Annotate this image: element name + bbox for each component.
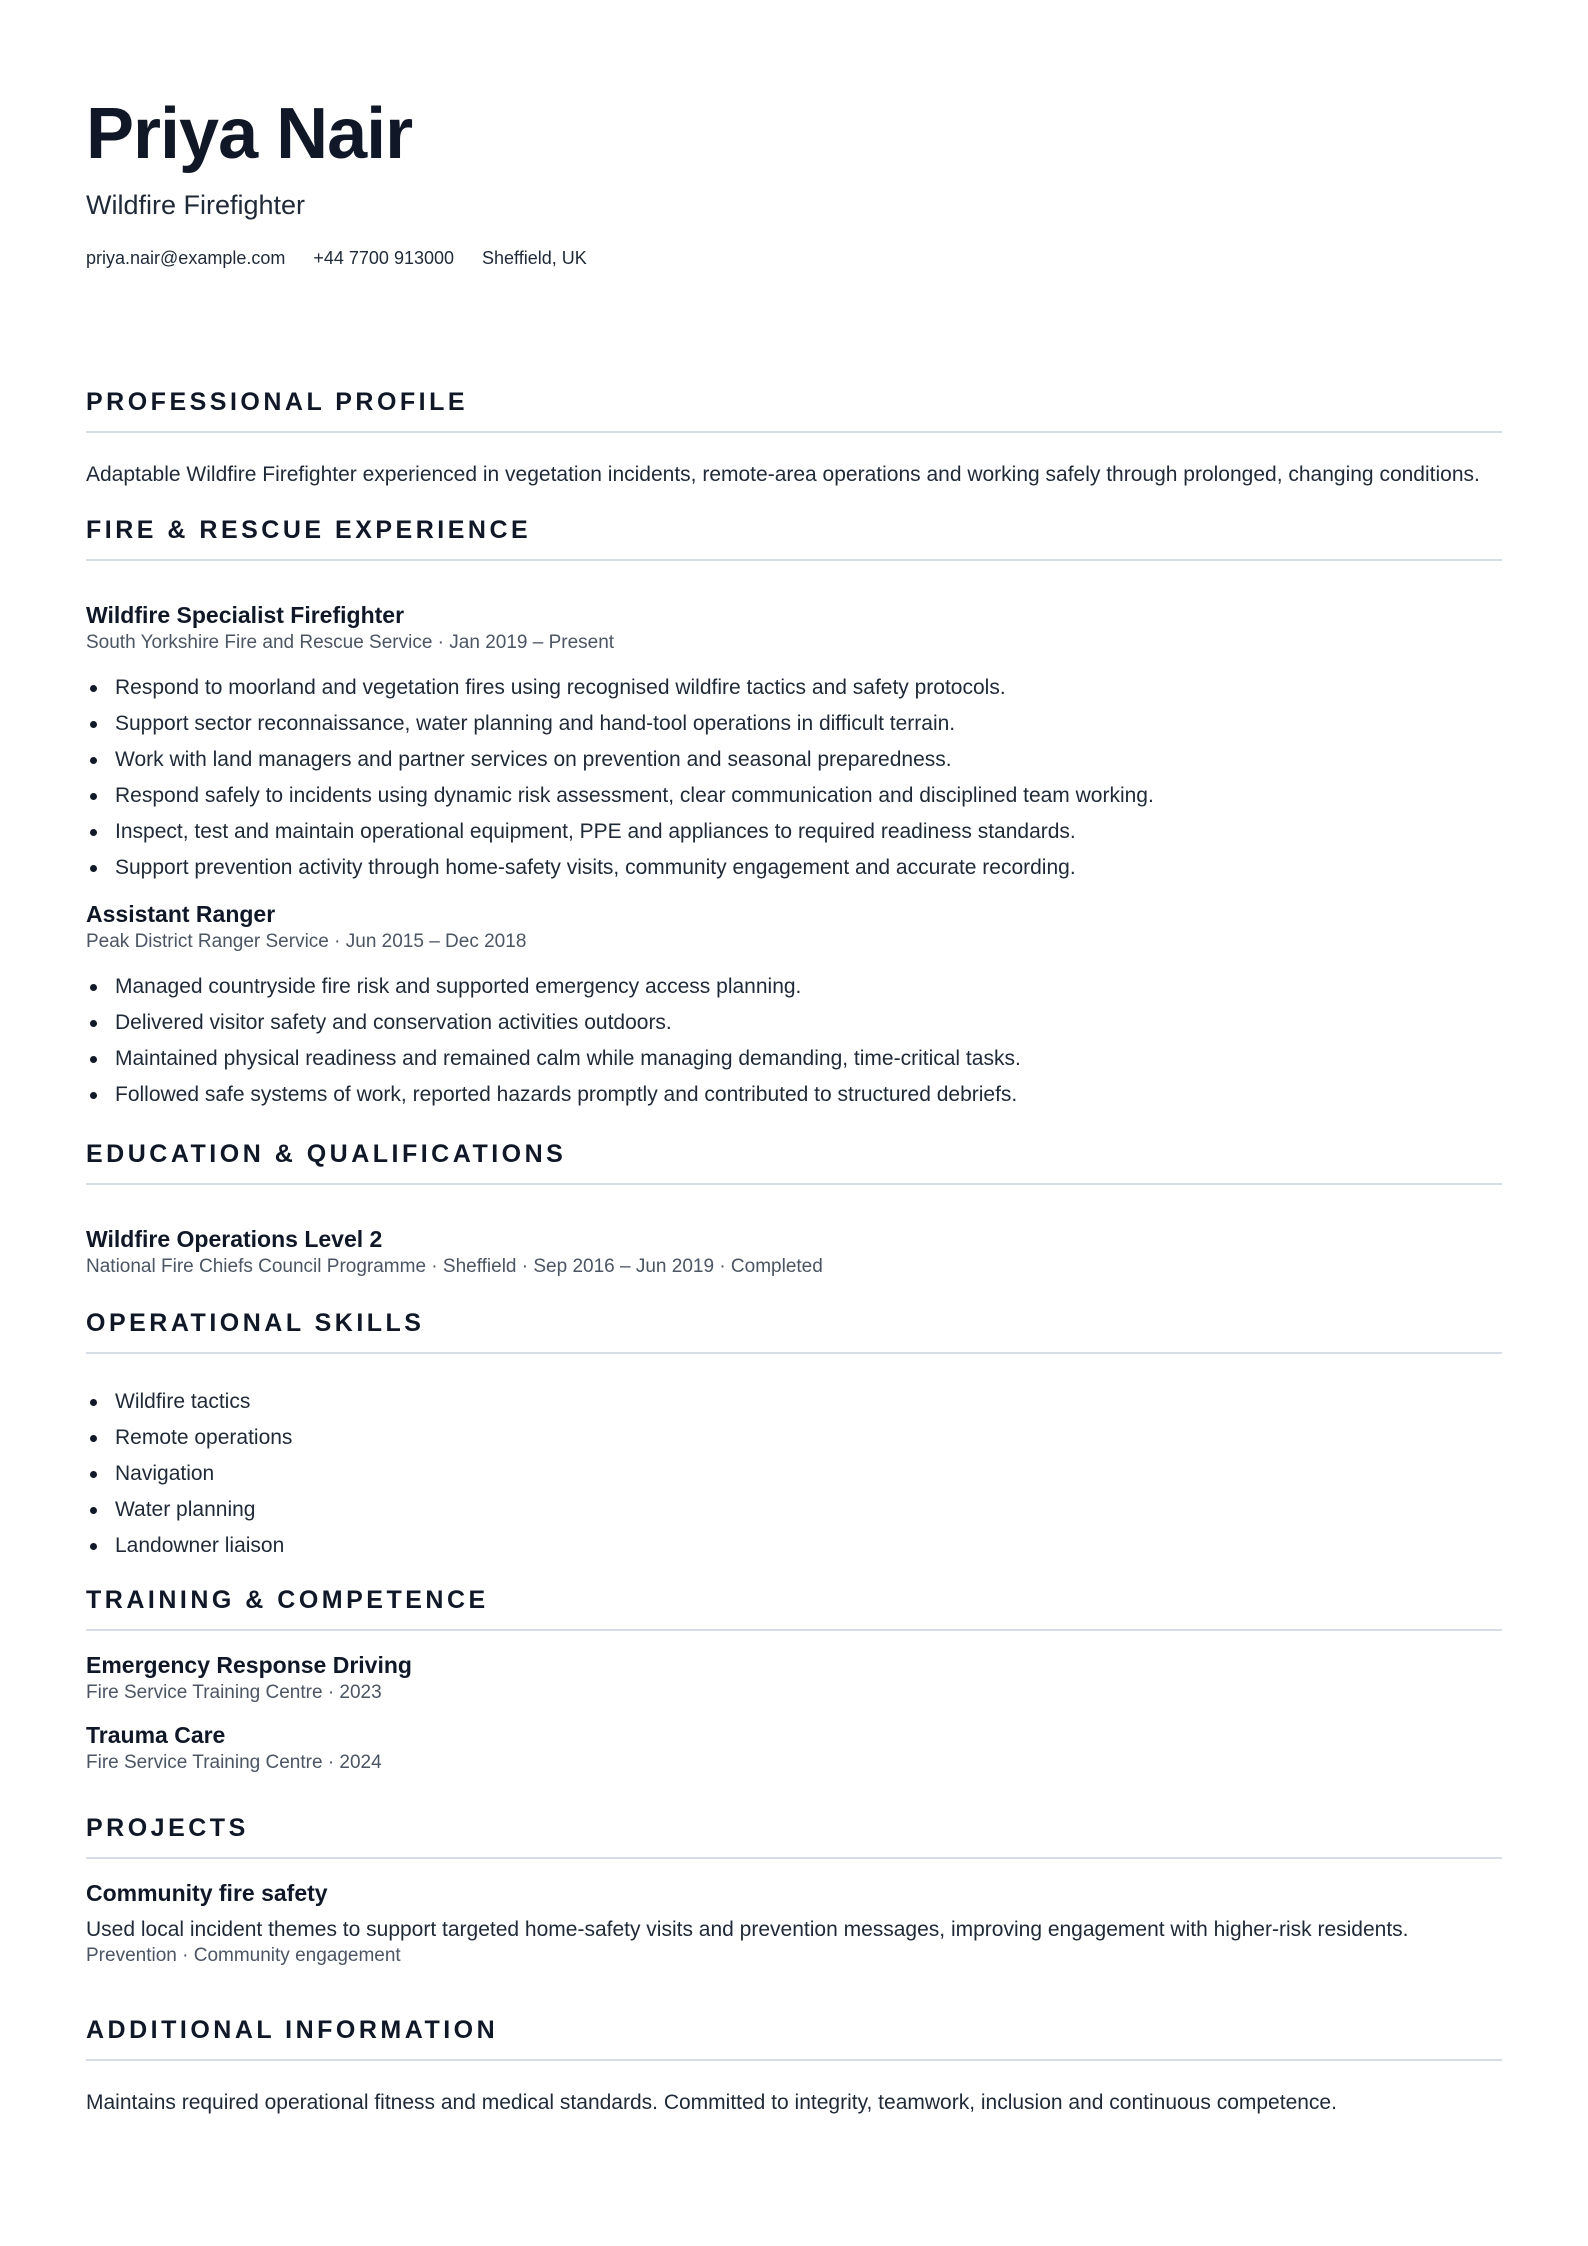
education-section [86, 1139, 1502, 1279]
candidate-name: Priya Nair [86, 94, 413, 174]
list-item: Managed countryside fire risk and supported emergency access planning. [86, 969, 1502, 1005]
project-entry [86, 1879, 1502, 1968]
contact-line [86, 246, 1502, 270]
section-heading: PROJECTS [86, 1814, 249, 1842]
training-section [86, 1585, 1502, 1775]
list-item: Landowner liaison [86, 1528, 1502, 1564]
education-title: Wildfire Operations Level 2 [86, 1226, 383, 1252]
list-item: Respond safely to incidents using dynamic risk assessment, clear communication and disciplined team working. [86, 778, 1502, 814]
section-divider [86, 2059, 1502, 2061]
list-item: Wildfire tactics [86, 1384, 1502, 1420]
resume-header [86, 92, 1502, 270]
skills-section [86, 1308, 1502, 1564]
section-heading: ADDITIONAL INFORMATION [86, 2016, 499, 2044]
list-item: Work with land managers and partner services on prevention and seasonal preparedness. [86, 742, 1502, 778]
projects-section [86, 1813, 1502, 1968]
job-meta: Peak District Ranger Service · Jun 2015 – Dec 2018 [86, 931, 527, 952]
list-item: Inspect, test and maintain operational equipment, PPE and appliances to required readiness standards. [86, 814, 1502, 850]
list-item: Delivered visitor safety and conservation activities outdoors. [86, 1005, 1502, 1041]
section-divider [86, 559, 1502, 561]
project-title: Community fire safety [86, 1880, 328, 1906]
list-item: Navigation [86, 1456, 1502, 1492]
section-heading: OPERATIONAL SKILLS [86, 1309, 425, 1337]
education-meta: National Fire Chiefs Council Programme · Sheffield · Sep 2016 – Jun 2019 · Completed [86, 1256, 823, 1277]
job-title: Wildfire Specialist Firefighter [86, 602, 405, 628]
list-item: Support prevention activity through home-safety visits, community engagement and accurate recording. [86, 850, 1502, 886]
job-entry [86, 900, 1502, 1113]
list-item: Maintained physical readiness and remained calm while managing demanding, time-critical tasks. [86, 1041, 1502, 1077]
project-description: Used local incident themes to support targeted home-safety visits and prevention messages, improving engagement with higher-risk residents. [86, 1918, 1409, 1941]
list-item: Water planning [86, 1492, 1502, 1528]
job-bullets [86, 670, 1502, 886]
profile-text: Adaptable Wildfire Firefighter experienced in vegetation incidents, remote-area operations and working safely through prolonged, changing conditions. [86, 463, 1480, 486]
contact-location: Sheffield, UK [482, 248, 587, 268]
contact-phone: +44 7700 913000 [313, 248, 455, 268]
section-divider [86, 1352, 1502, 1354]
candidate-title: Wildfire Firefighter [86, 190, 306, 220]
profile-section [86, 387, 1502, 489]
section-heading: TRAINING & COMPETENCE [86, 1586, 489, 1614]
training-meta: Fire Service Training Centre · 2023 [86, 1682, 382, 1703]
section-divider [86, 1629, 1502, 1631]
job-bullets [86, 969, 1502, 1113]
list-item: Support sector reconnaissance, water planning and hand-tool operations in difficult terrain. [86, 706, 1502, 742]
additional-text: Maintains required operational fitness and medical standards. Committed to integrity, teamwork, inclusion and continuous competence. [86, 2091, 1337, 2114]
training-meta: Fire Service Training Centre · 2024 [86, 1752, 382, 1773]
skills-list [86, 1384, 1502, 1564]
job-meta: South Yorkshire Fire and Rescue Service · Jan 2019 – Present [86, 632, 615, 653]
section-heading: PROFESSIONAL PROFILE [86, 388, 469, 416]
list-item: Followed safe systems of work, reported hazards promptly and contributed to structured debriefs. [86, 1077, 1502, 1113]
training-title: Emergency Response Driving [86, 1652, 412, 1678]
section-divider [86, 1183, 1502, 1185]
contact-email: priya.nair@example.com [86, 248, 286, 268]
section-heading: FIRE & RESCUE EXPERIENCE [86, 516, 532, 544]
section-divider [86, 431, 1502, 433]
education-entry [86, 1225, 1502, 1279]
training-entry [86, 1721, 1502, 1775]
training-title: Trauma Care [86, 1722, 226, 1748]
training-entry [86, 1651, 1502, 1705]
job-title: Assistant Ranger [86, 901, 276, 927]
project-tags: Prevention · Community engagement [86, 1945, 401, 1966]
experience-section [86, 515, 1502, 1113]
section-divider [86, 1857, 1502, 1859]
section-heading: EDUCATION & QUALIFICATIONS [86, 1140, 567, 1168]
job-entry [86, 601, 1502, 886]
list-item: Respond to moorland and vegetation fires using recognised wildfire tactics and safety protocols. [86, 670, 1502, 706]
list-item: Remote operations [86, 1420, 1502, 1456]
additional-section [86, 2015, 1502, 2117]
